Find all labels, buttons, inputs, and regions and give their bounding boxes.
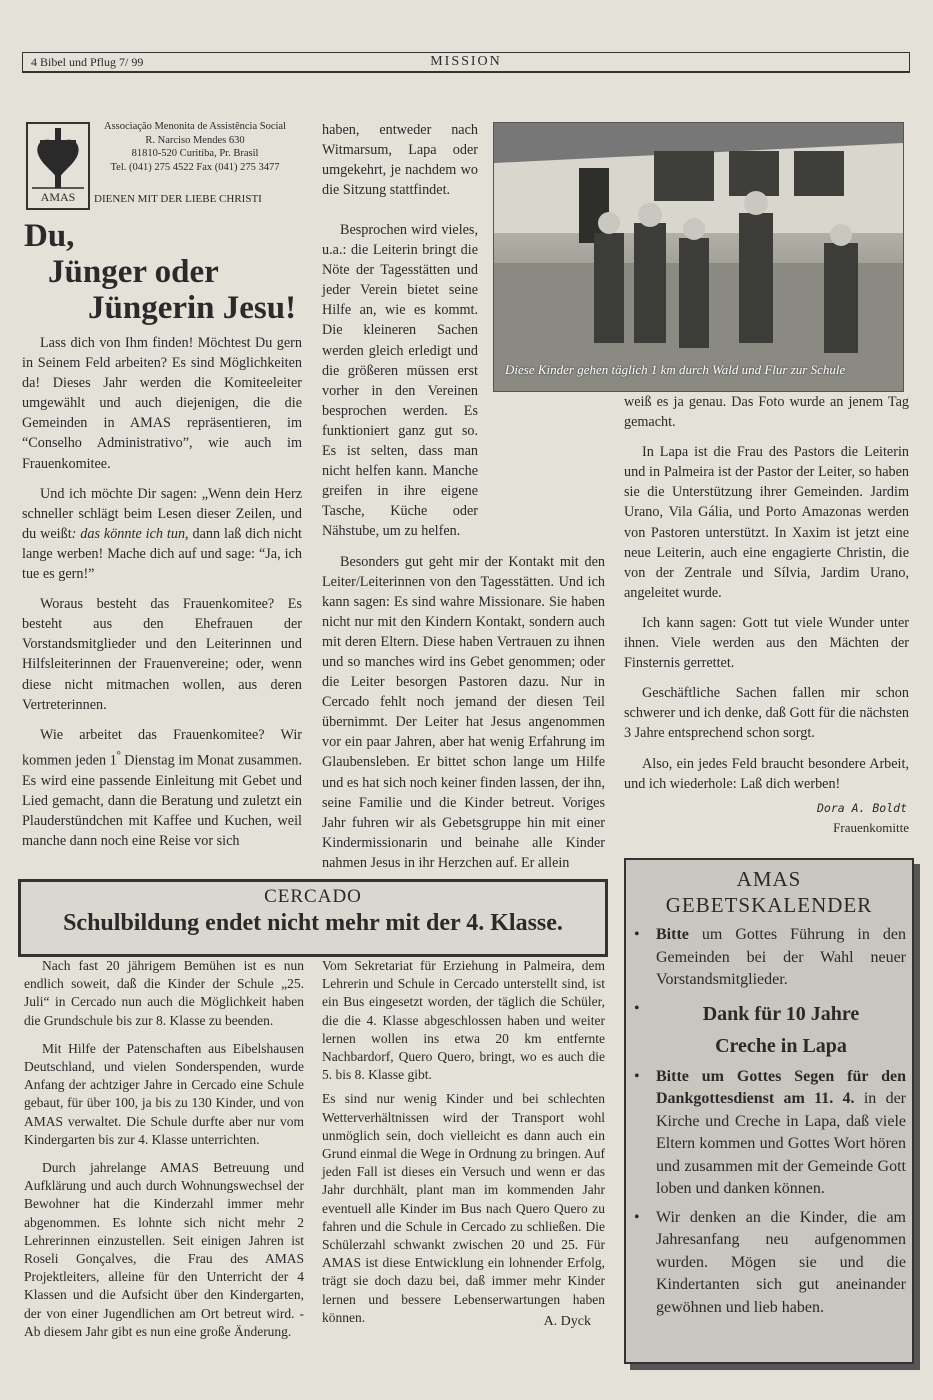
prayer-item: • Wir denken an die Kinder, die am Jahresanfang neu aufgenommen wurden. Mögen sie und die Kindertanten sich gut aneinander gewöhnen und lieb haben. — [634, 1208, 906, 1316]
logo-text: AMAS — [40, 190, 76, 204]
children-photo — [493, 122, 904, 392]
author-role: Frauenkomitte — [833, 819, 909, 835]
section-title: MISSION — [430, 54, 502, 69]
headline-kicker: CERCADO — [264, 886, 362, 907]
article-column-1 — [22, 333, 302, 861]
cercado-headline-box — [18, 879, 608, 957]
bullet-icon: • — [634, 1208, 640, 1226]
org-phone: Tel. (041) 275 4522 Fax (041) 275 3477 — [110, 161, 280, 173]
amas-logo — [26, 122, 90, 210]
paragraph: Lass dich von Ihm finden! Möchtest Du gern in Seinem Feld arbeiten? Es sind Möglichkeiten da! Dieses Jahr werden die Komiteeleiter umgewählt und auch diejenigen, die die Gemeinden in AMAS repräsentieren, im “Conselho Administrativo”, wie auch im Frauenkomitee. — [22, 335, 302, 472]
cercado-column-1 — [24, 957, 304, 1351]
paragraph: Besprochen wird vieles, u.a.: die Leiterin bringt die Nöte der Tagesstätten und jeder Verein bietet seine Hilfe an, wie es kommt. Die kleineren Sachen werden gleich erledigt und die größeren müssen erst vorher in den Vereinen besprochen werden. Es funktioniert ganz gut so. Es ist selten, dass man nicht helfen kann. Manche greifen in ihre eigene Tasche, Küche oder Nähstube, um zu helfen. — [322, 222, 478, 540]
article-title-line3: Jüngerin Jesu! — [88, 290, 297, 326]
author-signature: Dora A. Boldt — [816, 800, 907, 815]
paragraph: Besonders gut geht mir der Kontakt mit den Leiter/Leiterinnen von den Tagesstätten. Und ich kann sagen: Es sind wahre Missionare. Sie haben nicht nur mit den Kindern Kontakt, sondern auch mit deren Eltern. Diese haben Vertrauen zu ihnen und so manches wird ins Gebet genommen; oder die Leiter besorgen Pastoren dazu. Nur in Cercado fehlt noch jemand der diesen Teil übernimmt. Der Leiter hat Jesus angenommen vor ein paar Jahren, aber hat wenig Erfahrung im Glaubensleben. Er bittet schon lange um Hilfe und es hat sich noch keiner finden lassen, der ihn, seine Familie und die Kinder betreut. Voriges Jahr fuhren wir als Gebetsgruppe hin mit einer Kindermissionarin und beinahe alle Kinder nahmen Jesus in ihr Herzchen auf. Er allein — [322, 553, 605, 871]
paragraph: weiß es ja genau. Das Foto wurde an jenem Tag gemacht. — [624, 394, 909, 431]
paragraph: Nach fast 20 jährigem Bemühen ist es nun endlich soweit, daß die Kinder der Schule „25. Juli“ in Cercado nun auch die Möglichkeit haben die Grundschule bis zur 8. Klasse zu beenden. — [24, 958, 304, 1028]
paragraph: In Lapa ist die Frau des Pastors die Leiterin und in Palmeira ist der Pastor der Leiter, so haben sie die Unterstützung ihrer Gemeinden. Jardim Urano, Vila Gália, und Porto Amazonas werden von Pastoren unterstützt. In Xaxim ist jetzt eine neue Leiterin, auch eine engagierte Christin, die von der Zentrale und Sílvia, Jardim Urano, angeleitet wurde. — [624, 444, 909, 601]
prayer-item — [634, 998, 906, 1062]
photo-illustration — [494, 123, 903, 391]
org-address — [90, 120, 300, 174]
paragraph: Wie arbeitet das Frauenkomitee? Wir kommen jeden $1^º$ Dienstag im Monat zusammen. Es wird eine passende Einleitung mit Gebet und Lied gemacht, dann die Beratung und zuletzt ein Plauderstündchen mit Kaffee und Kuchen, weil manche dann noch eine Reise vor sich — [22, 726, 303, 849]
cercado-column-2 — [322, 957, 605, 1327]
article-column-3 — [624, 392, 909, 838]
dank-line-2: Creche in Lapa — [715, 1034, 847, 1057]
paragraph: Also, ein jedes Feld braucht besondere Arbeit, und ich wiederhole: Laß dich werben! — [624, 755, 909, 792]
org-motto: DIENEN MIT DER LIEBE CHRISTI — [94, 193, 262, 205]
paragraph: haben, entweder nach Witmarsum, Lapa oder umgekehrt, je nachdem wo die Sitzung stattfindet. — [322, 122, 478, 199]
org-city: 81810-520 Curitiba, Pr. Brasil — [131, 148, 259, 159]
org-name: Associação Menonita de Assistência Social — [104, 121, 286, 132]
bullet-icon: • — [634, 999, 640, 1017]
prayer-calendar-box — [624, 858, 914, 1364]
article-author: A. Dyck — [543, 1313, 591, 1329]
calendar-title-1: AMAS — [736, 867, 802, 891]
calendar-title-2: GEBETSKALENDER — [665, 893, 873, 917]
paragraph: Vom Sekretariat für Erziehung in Palmeira, dem Lehrerin und Schule in Cercado unterstellt sind, ist ein Bus eingesetzt worden, der täglich die Schüler, die die 4. Klasse abgeschlossen haben und weiter lernen wollen ins etwa 20 km entfernte Nachbardorf, Quero Quero, bringt, wo es auch die 5. bis 8. Klasse gibt. — [322, 958, 605, 1083]
photo-caption: Diese Kinder gehen täglich 1 km durch Wald und Flur zur Schule — [505, 362, 846, 377]
paragraph: Geschäftliche Sachen fallen mir schon schwerer und ich denke, daß Gott für die nächsten 3 Jahre entsprechend schon sorgt. — [624, 685, 909, 742]
bullet-icon: • — [634, 1067, 640, 1085]
article-title-line2: Jünger oder — [48, 254, 219, 290]
dank-line-1: Dank für 10 Jahre — [702, 1002, 860, 1025]
paragraph: Und ich möchte Dir sagen: „Wenn dein Herz schneller schlägt beim Lesen dieser Zeilen, und du weißt: das könnte ich tun, dann laß dich nicht lange werben! Mache dich auf und sage: “Ja, ich tue es gern!” — [22, 485, 302, 583]
article-title-line1: Du, — [24, 218, 75, 254]
prayer-item: • Bitte um Gottes Segen für den Dankgottesdienst am 11. 4. in der Kirche und Creche in Lapa, daß viele Eltern kommen und Gottes Wort hören und zusammen mit der Gemeinde Gott loben und danken können. — [634, 1067, 906, 1197]
page-info: 4 Bibel und Pflug 7/ 99 — [31, 55, 144, 69]
prayer-list — [626, 924, 912, 1319]
headline: Schulbildung endet nicht mehr mit der 4. Klasse. — [63, 910, 563, 936]
paragraph: Ich kann sagen: Gott tut viele Wunder unter ihnen. Viele werden aus den Mächten der Finsternis gerrettet. — [624, 614, 909, 672]
article-column-2 — [322, 120, 478, 210]
paragraph: Durch jahrelange AMAS Betreuung und Aufklärung und auch durch Wohnungswechsel der Bewohner hat die Kinderzahl immer mehr abgenommen. Es lohnte sich nicht mehr 2 Lehrerinnen einzustellen. Seit einigen Jahren ist Roseli Gonçalves, die Frau des AMAS Projektleiters, alleine für den Unterricht der 4 Klassen und die Aufsicht über den Kindergarten, der von einer Jugendlichen am Ort betreut wird. - Ab diesem Jahr gibt es nun eine große Änderung. — [24, 1160, 304, 1339]
paragraph: Es sind nur wenig Kinder und bei schlechten Wetterverhältnissen wird der Transport wohl unmöglich sein, doch vielleicht es dann auch ein Grund einmal die Wege in Ordnung zu bringen. Auf jeden Fall ist dieses ein Versuch und wenn er das Jahr durchhält, plant man im kommenden Jahr eventuell alle Kinder im Bus nach Quero Quero zu fahren und die Schule in Cercado zu schließen. Die Schülerzahl schwankt zwischen 20 und 25. Für AMAS ist diese Entwicklung ein lohnender Erfolg, trägt sie doch dazu bei, daß immer mehr Kinder lernen und bessere Lebenserwartungen haben können. — [322, 1091, 605, 1325]
paragraph: Woraus besteht das Frauenkomitee? Es besteht aus den Ehefrauen der Vorstandsmitglieder und den Leiterinnen und Hilfsleiterinnen der Frauenvereine; oder, wenn diese nicht mitmachen wollen, aus deren Vertreterinnen. — [22, 596, 302, 713]
page-header — [22, 52, 910, 73]
org-street: R. Narciso Mendes 630 — [145, 134, 245, 146]
paragraph: Mit Hilfe der Patenschaften aus Eibelshausen Deutschland, und vielen Sonderspenden, wurde Anfang der achtziger Jahre in Cercado eine Schule gebaut, für über 100, ja bis zu 130 Kinder, und von AMAS verwaltet. Die Schule durfte aber nur vom Kindergarten bis zur 4. Klasse unterrichten. — [24, 1040, 304, 1147]
prayer-item: • Bitte um Gottes Führung in den Gemeinden bei der Wahl neuer Vorstandsmitglieder. — [634, 926, 906, 988]
bullet-icon: • — [634, 926, 640, 943]
